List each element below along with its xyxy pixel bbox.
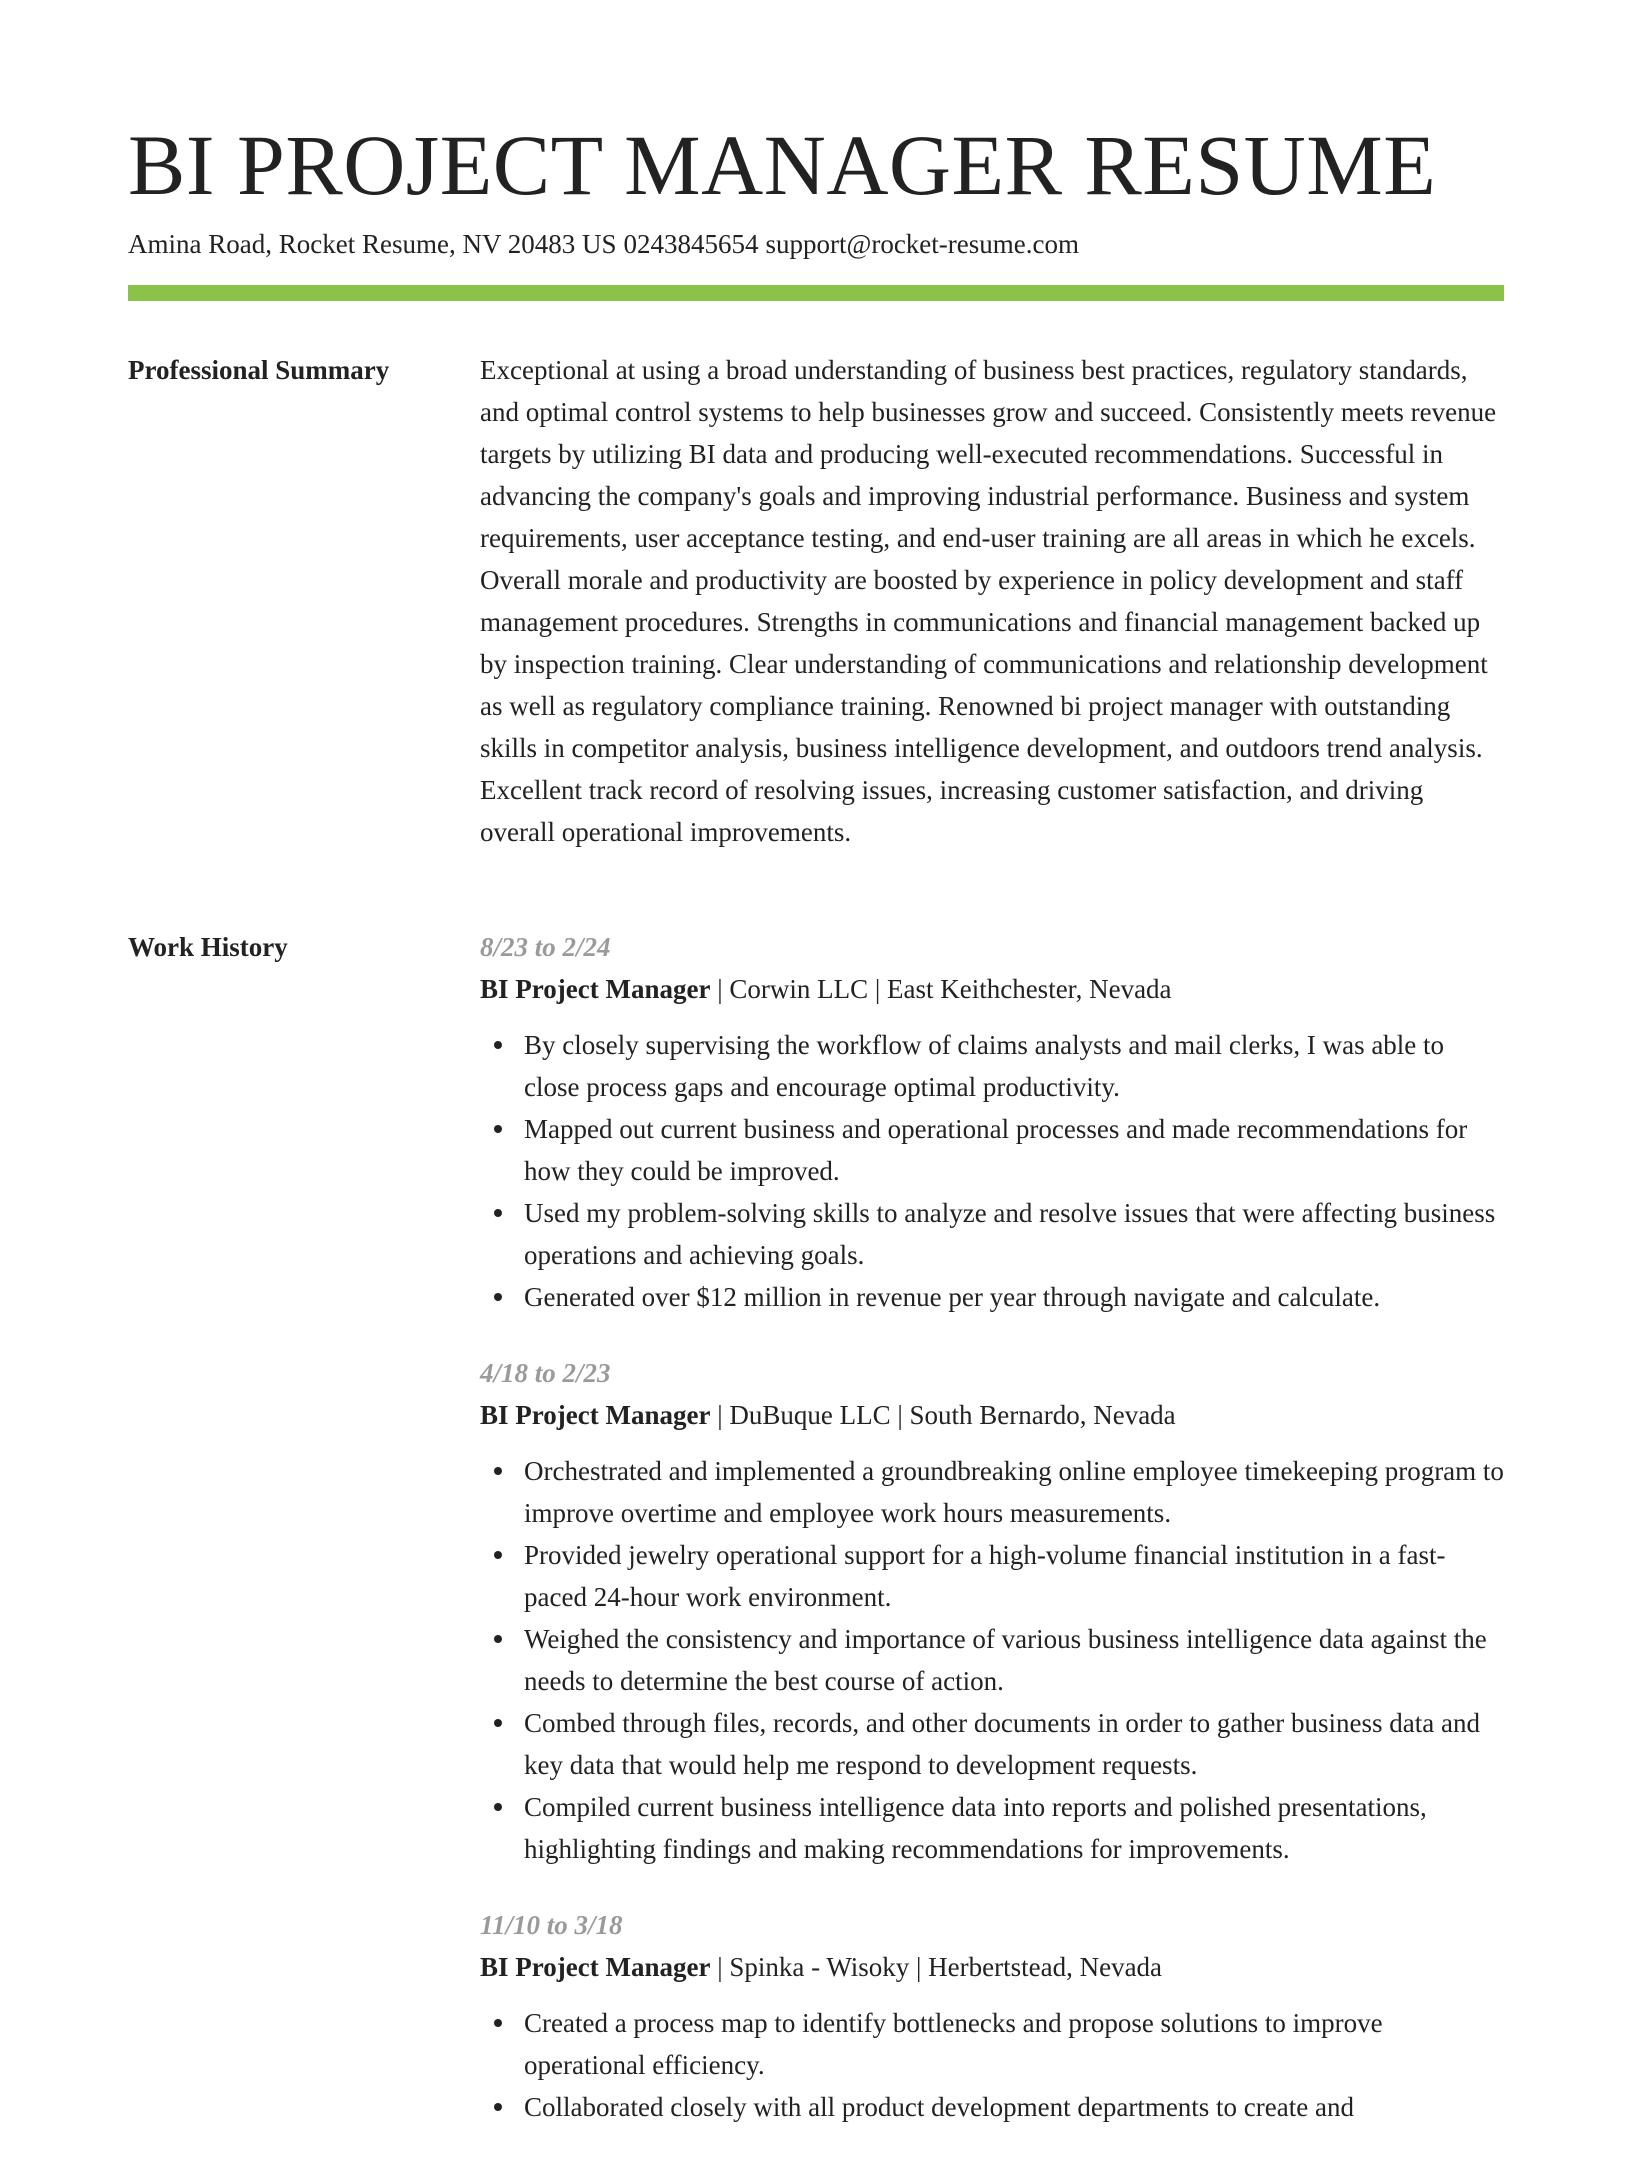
summary-label: Professional Summary xyxy=(128,355,390,385)
job-bullet xyxy=(480,1702,1504,1786)
bullet-icon xyxy=(494,1467,502,1475)
job-bullet-list xyxy=(480,2002,1504,2128)
job-entry xyxy=(480,1904,1504,2128)
job-company-location: | DuBuque LLC | South Bernardo, Nevada xyxy=(710,1400,1176,1430)
job-bullet xyxy=(480,1786,1504,1870)
job-dates: 8/23 to 2/24 xyxy=(480,932,611,962)
job-bullet xyxy=(480,1450,1504,1534)
bullet-icon xyxy=(494,1551,502,1559)
bullet-text: Created a process map to identify bottlenecks and propose solutions to improve operational efficiency. xyxy=(524,2008,1383,2080)
job-entry xyxy=(480,926,1504,1318)
resume-title: BI PROJECT MANAGER RESUME xyxy=(128,117,1437,213)
job-role: BI Project Manager xyxy=(480,1400,711,1430)
bullet-text: Generated over $12 million in revenue per year through navigate and calculate. xyxy=(524,1282,1381,1312)
bullet-icon xyxy=(494,1125,502,1133)
bullet-text: Combed through files, records, and other documents in order to gather business data and key data that would help me respond to development requests. xyxy=(524,1708,1481,1780)
bullet-icon xyxy=(494,1719,502,1727)
job-bullet xyxy=(480,1108,1504,1192)
bullet-text: Mapped out current business and operational processes and made recommendations for how they could be improved. xyxy=(524,1114,1468,1186)
job-bullet xyxy=(480,1534,1504,1618)
job-bullet xyxy=(480,2002,1504,2086)
job-dates: 4/18 to 2/23 xyxy=(480,1358,611,1388)
work-history-label: Work History xyxy=(128,932,288,962)
job-entry xyxy=(480,1352,1504,1870)
bullet-icon xyxy=(494,1635,502,1643)
contact-address: Amina Road, Rocket Resume, NV 20483 US xyxy=(128,228,617,259)
job-heading xyxy=(480,1946,1504,1988)
bullet-text: Collaborated closely with all product development departments to create and xyxy=(524,2092,1354,2122)
job-bullet-list xyxy=(480,1450,1504,1870)
bullet-icon xyxy=(494,2103,502,2111)
bullet-icon xyxy=(494,2019,502,2027)
job-bullet xyxy=(480,1276,1504,1318)
job-role: BI Project Manager xyxy=(480,974,711,1004)
job-bullet xyxy=(480,2086,1504,2128)
job-bullet-list xyxy=(480,1024,1504,1318)
job-dates: 11/10 to 3/18 xyxy=(480,1910,623,1940)
job-bullet xyxy=(480,1192,1504,1276)
job-bullet xyxy=(480,1024,1504,1108)
bullet-icon xyxy=(494,1041,502,1049)
work-history-body xyxy=(480,926,1504,2162)
summary-text: Exceptional at using a broad understanding of business best practices, regulatory standards, and optimal control systems to help businesses grow and succeed. Consistently meets revenue targets by utilizing BI data and producing well-executed recommendations. Successful in advancing the company's goals and improving industrial performance. Business and system requirements, user acceptance testing, and end-user training are all areas in which he excels. Overall morale and productivity are boosted by experience in policy development and staff management procedures. Strengths in communications and financial management backed up by inspection training. Clear understanding of communications and relationship development as well as regulatory compliance training. Renowned bi project manager with outstanding skills in competitor analysis, business intelligence development, and outdoors trend analysis. Excellent track record of resolving issues, increasing customer satisfaction, and driving overall operational improvements. xyxy=(480,355,1497,847)
job-bullet xyxy=(480,1618,1504,1702)
summary-body xyxy=(480,349,1504,853)
header-divider xyxy=(128,285,1504,301)
bullet-icon xyxy=(494,1293,502,1301)
job-role: BI Project Manager xyxy=(480,1952,711,1982)
bullet-text: By closely supervising the workflow of claims analysts and mail clerks, I was able to close process gaps and encourage optimal productivity. xyxy=(524,1030,1445,1102)
job-company-location: | Corwin LLC | East Keithchester, Nevada xyxy=(710,974,1172,1004)
bullet-text: Weighed the consistency and importance of various business intelligence data against the needs to determine the best course of action. xyxy=(524,1624,1487,1696)
job-heading xyxy=(480,968,1504,1010)
contact-phone: 0243845654 xyxy=(623,228,759,259)
bullet-text: Orchestrated and implemented a groundbreaking online employee timekeeping program to improve overtime and employee work hours measurements. xyxy=(524,1456,1504,1528)
bullet-icon xyxy=(494,1209,502,1217)
bullet-icon xyxy=(494,1803,502,1811)
bullet-text: Compiled current business intelligence data into reports and polished presentations, highlighting findings and making recommendations for improvements. xyxy=(524,1792,1427,1864)
resume-header xyxy=(128,118,1504,262)
job-company-location: | Spinka - Wisoky | Herbertstead, Nevada xyxy=(710,1952,1163,1982)
job-heading xyxy=(480,1394,1504,1436)
bullet-text: Used my problem-solving skills to analyze and resolve issues that were affecting business operations and achieving goals. xyxy=(524,1198,1496,1270)
contact-email[interactable]: support@rocket-resume.com xyxy=(765,228,1079,259)
contact-line xyxy=(128,227,1504,262)
bullet-text: Provided jewelry operational support for a high-volume financial institution in a fast-paced 24-hour work environment. xyxy=(524,1540,1446,1612)
